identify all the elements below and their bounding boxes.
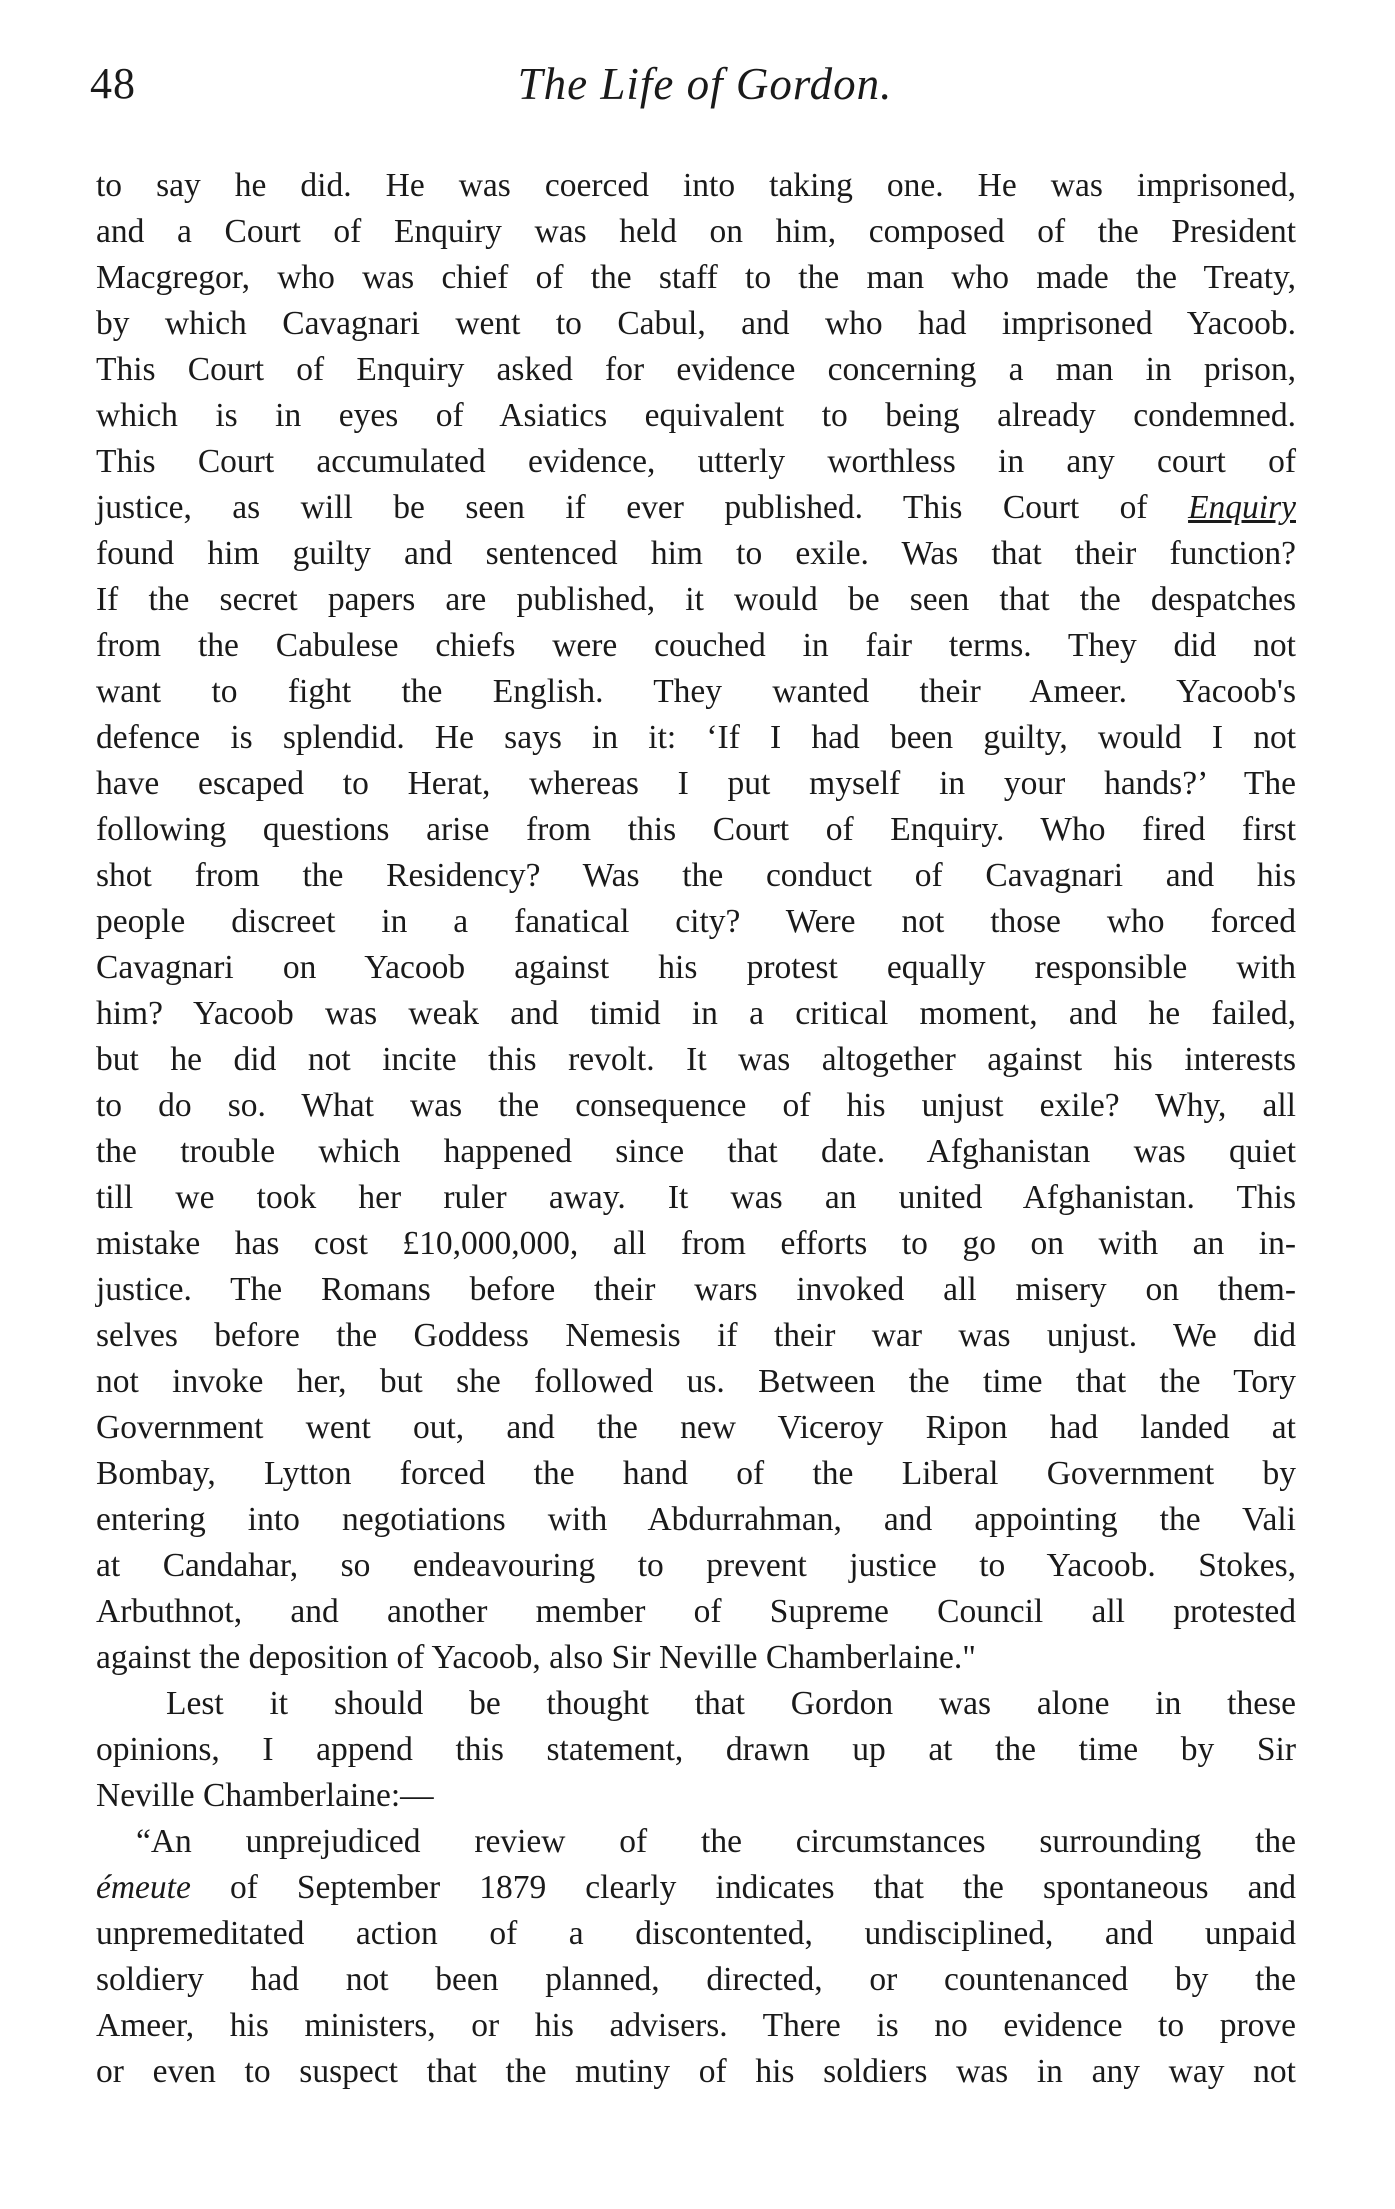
- page-header: [90, 58, 1320, 118]
- text-line: found him guilty and sentenced him to exile. Was that their function?: [96, 535, 1296, 572]
- text-line: want to fight the English. They wanted their Ameer. Yacoob's: [96, 673, 1296, 710]
- text-line: opinions, I append this statement, drawn up at the time by Sir: [96, 1731, 1296, 1768]
- text-line: justice. The Romans before their wars invoked all misery on them-: [96, 1271, 1296, 1308]
- text-line: and a Court of Enquiry was held on him, composed of the President: [96, 213, 1296, 250]
- text-line: to do so. What was the consequence of his unjust exile? Why, all: [96, 1087, 1296, 1124]
- text-segment: justice, as will be seen if ever published. This Court of: [96, 489, 1148, 526]
- text-line-quote-start: “An unprejudiced review of the circumstances surrounding the: [136, 1823, 1296, 1860]
- text-line: Neville Chamberlaine:—: [96, 1777, 434, 1814]
- text-line: Arbuthnot, and another member of Supreme Council all protested: [96, 1593, 1296, 1630]
- text-line: mistake has cost £10,000,000, all from efforts to go on with an in-: [96, 1225, 1296, 1262]
- running-title: The Life of Gordon.: [517, 59, 893, 109]
- text-line: till we took her ruler away. It was an united Afghanistan. This: [96, 1179, 1296, 1216]
- text-line: If the secret papers are published, it would be seen that the despatches: [96, 581, 1296, 618]
- text-line: Bombay, Lytton forced the hand of the Liberal Government by: [96, 1455, 1296, 1492]
- text-line: not invoke her, but she followed us. Between the time that the Tory: [96, 1363, 1296, 1400]
- text-line-with-italic: [96, 1865, 1296, 1911]
- text-line: which is in eyes of Asiatics equivalent to being already condemned.: [96, 397, 1296, 434]
- page-number: 48: [90, 59, 136, 108]
- text-line: people discreet in a fanatical city? Were not those who forced: [96, 903, 1296, 940]
- text-line: by which Cavagnari went to Cabul, and who had imprisoned Yacoob.: [96, 305, 1296, 342]
- text-line: soldiery had not been planned, directed, or countenanced by the: [96, 1961, 1296, 1998]
- text-line: Government went out, and the new Viceroy Ripon had landed at: [96, 1409, 1296, 1446]
- text-line: shot from the Residency? Was the conduct of Cavagnari and his: [96, 857, 1296, 894]
- text-line: from the Cabulese chiefs were couched in fair terms. They did not: [96, 627, 1296, 664]
- body-text: [96, 163, 1296, 2095]
- text-line: Cavagnari on Yacoob against his protest equally responsible with: [96, 949, 1296, 986]
- text-line: This Court accumulated evidence, utterly worthless in any court of: [96, 443, 1296, 480]
- text-line: selves before the Goddess Nemesis if their war was unjust. We did: [96, 1317, 1296, 1354]
- text-line: or even to suspect that the mutiny of his soldiers was in any way not: [96, 2053, 1296, 2090]
- text-line: but he did not incite this revolt. It was altogether against his interests: [96, 1041, 1296, 1078]
- text-line: have escaped to Herat, whereas I put myself in your hands?’ The: [96, 765, 1296, 802]
- text-line: him? Yacoob was weak and timid in a critical moment, and he failed,: [96, 995, 1296, 1032]
- text-line: unpremeditated action of a discontented, undisciplined, and unpaid: [96, 1915, 1296, 1952]
- text-line: following questions arise from this Court of Enquiry. Who fired first: [96, 811, 1296, 848]
- text-line: the trouble which happened since that date. Afghanistan was quiet: [96, 1133, 1296, 1170]
- text-line-with-italic: [96, 485, 1296, 531]
- text-line: at Candahar, so endeavouring to prevent justice to Yacoob. Stokes,: [96, 1547, 1296, 1584]
- text-line: This Court of Enquiry asked for evidence concerning a man in prison,: [96, 351, 1296, 388]
- text-segment: of September 1879 clearly indicates that the spontaneous and: [229, 1869, 1296, 1906]
- text-line: Macgregor, who was chief of the staff to the man who made the Treaty,: [96, 259, 1296, 296]
- text-line-paragraph-start: Lest it should be thought that Gordon was alone in these: [166, 1685, 1296, 1722]
- text-line: defence is splendid. He says in it: ‘If I had been guilty, would I not: [96, 719, 1296, 756]
- text-line: entering into negotiations with Abdurrahman, and appointing the Vali: [96, 1501, 1296, 1538]
- italic-word-enquiry: Enquiry: [1188, 489, 1296, 526]
- text-line: Ameer, his ministers, or his advisers. There is no evidence to prove: [96, 2007, 1296, 2044]
- text-line: to say he did. He was coerced into taking one. He was imprisoned,: [96, 167, 1296, 204]
- text-line: against the deposition of Yacoob, also Sir Neville Chamberlaine.": [96, 1639, 976, 1676]
- italic-word-emeute: émeute: [96, 1869, 191, 1906]
